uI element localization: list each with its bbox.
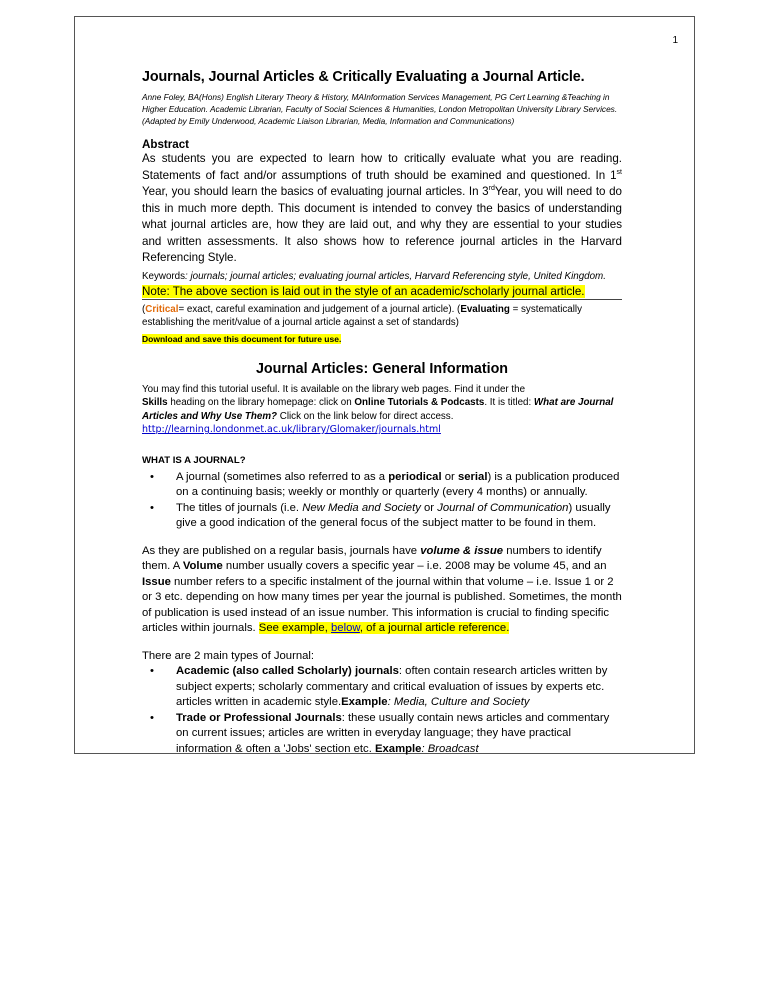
example-label: Example — [341, 696, 388, 708]
example-title: : Media, Culture and Society — [387, 696, 530, 708]
list-item — [150, 664, 622, 711]
skills-bold: Skills — [142, 397, 168, 408]
journal-types-intro: There are 2 main types of Journal: — [142, 649, 315, 662]
journal-title: New Media and Society — [302, 501, 421, 514]
evaluating-definition: = systematically establishing the merit/value of a journal article against a set of standards) — [142, 303, 582, 328]
critical-definition: = exact, careful examination and judgement of a journal article). ( — [178, 303, 461, 315]
para-text: number refers to a specific instalment of the journal within that volume – i.e. Issue 1 or 2 or 3 etc. depending on how many times per year the journal is published. Sometimes, the month of publication is used instead of an issue number. This information is crucial to finding specific articles within journals. — [142, 575, 622, 634]
academic-label: Academic (also called Scholarly) journals — [176, 665, 399, 677]
para-text: number usually covers a specific year – i.e. 2008 may be volume 45, and an — [222, 560, 607, 572]
item-text: : these usually contain news articles and commentary on current issues; articles are written in everyday language; they have practical information & often a 'Jobs' section etc. — [176, 711, 610, 755]
item-text: A journal (sometimes also referred to as a — [176, 470, 389, 483]
section-heading: Journal Articles: General Information — [255, 360, 509, 377]
item-text: : often contain research articles written by subject experts; scholarly commentary and critical evaluation of issues by experts etc. articles written in academic style. — [176, 665, 608, 708]
journal-types-list — [142, 664, 622, 757]
item-text: or — [441, 470, 458, 483]
document-title: Journals, Journal Articles & Critically Evaluating a Journal Article. — [142, 69, 585, 85]
superscript: rd — [488, 185, 495, 193]
critical-term: Critical — [145, 303, 179, 315]
periodical-bold: periodical — [388, 470, 442, 483]
journal-definition-list — [142, 470, 622, 532]
abstract-text: Year, you should learn the basics of evaluating journal articles. In 3 — [142, 185, 489, 198]
bullet-icon: • — [150, 711, 154, 724]
page-content — [142, 17, 622, 757]
layout-note — [142, 285, 622, 300]
volume-bold: Volume — [182, 560, 223, 572]
list-item — [150, 470, 622, 501]
item-text: The titles of journals (i.e. — [176, 501, 303, 514]
abstract-body — [142, 151, 622, 267]
evaluating-term: Evaluating — [460, 303, 510, 315]
abstract-text: As students you are expected to learn how to critically evaluate what you are reading. Statements of fact and/or assumptions of truth should be examined and questioned. In 1 — [142, 152, 622, 182]
document-page — [74, 16, 695, 754]
item-text: ) is a publication produced on a continuing basis; weekly or monthly or quarterly (every 4 months) or annually. — [176, 470, 620, 498]
list-item — [150, 711, 622, 758]
highlighted-reference-note — [259, 622, 510, 634]
superscript: st — [616, 168, 622, 176]
bullet-icon: • — [150, 470, 154, 483]
keywords — [142, 270, 622, 283]
author-byline: Anne Foley, BA(Hons) English Literary Theory & History, MAInformation Services Management, PG Cert Learning &Teaching in Higher Education. Academic Librarian, Faculty of Social Sciences & Humanities, London Metropolitan University Library Services. (Adapted by Emily Underwood, Academic Liaison Librarian, Media, Information and Communications) — [142, 92, 618, 126]
para-text: As they are published on a regular basis, journals have — [142, 544, 421, 557]
serial-bold: serial — [457, 470, 488, 483]
bullet-icon: • — [150, 665, 154, 677]
example-title: : Broadcast — [421, 742, 479, 755]
intro-text: Click on the link below for direct access. — [277, 410, 454, 422]
what-is-journal-heading: WHAT IS A JOURNAL? — [142, 454, 246, 466]
paren: ( — [142, 303, 146, 315]
intro-text: . It is titled: — [484, 397, 534, 408]
trade-label: Trade or Professional Journals — [176, 711, 342, 724]
bullet-icon: • — [150, 501, 154, 514]
page-number: 1 — [672, 35, 678, 46]
volume-issue-bold: volume & issue — [420, 544, 504, 557]
intro-text: heading on the library homepage: click on — [167, 397, 355, 408]
list-item — [150, 501, 622, 532]
below-link[interactable]: below — [331, 622, 360, 634]
definitions — [142, 303, 622, 329]
abstract-text: Year, you will need to do this in much more depth. This document is intended to convey the basics of understanding what journal articles are, how they are laid out, and why they are essential to your studies and written assessments. It also shows how to reference journal articles in the Harvard Referencing Style. — [142, 185, 622, 264]
example-label: Example — [374, 742, 422, 755]
tutorial-intro — [142, 383, 622, 437]
volume-issue-paragraph — [142, 544, 622, 637]
abstract-heading: Abstract — [142, 138, 190, 151]
journals-tutorial-link[interactable]: http://learning.londonmet.ac.uk/library/Glomaker/journals.html — [142, 424, 441, 435]
item-text: ) usually give a good indication of the general focus of the subject matter to be found in them. — [176, 501, 611, 529]
para-text: numbers to identify them. A — [142, 544, 602, 572]
issue-bold: Issue — [142, 575, 171, 588]
intro-text: You may find this tutorial useful. It is available on the library web pages. Find it under the — [142, 383, 526, 395]
para-text: See example, — [258, 622, 331, 634]
keywords-label: Keywords — [142, 270, 186, 282]
item-text: or — [420, 501, 438, 514]
tutorial-title: What are Journal Articles and Why Use Them? — [142, 397, 614, 422]
para-text: , of a journal article reference. — [359, 622, 510, 634]
download-note: Download and save this document for future use. — [142, 333, 342, 344]
journal-title: Journal of Communication — [437, 501, 569, 514]
highlighted-note: Note: The above section is laid out in the style of an academic/scholarly journal article. — [142, 284, 585, 298]
keywords-text: : journals; journal articles; evaluating journal articles, Harvard Referencing style, United Kingdom. — [185, 270, 606, 282]
online-tutorials-bold: Online Tutorials & Podcasts — [354, 397, 485, 408]
